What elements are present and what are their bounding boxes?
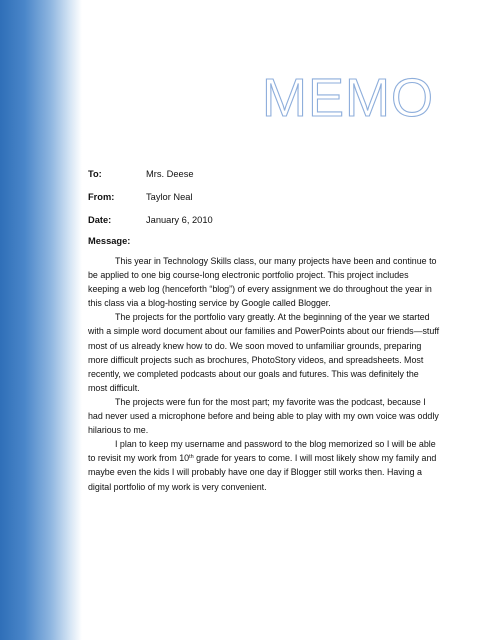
from-value: Taylor Neal	[146, 192, 193, 202]
paragraph-4-start: I plan to keep my username and password to the blog memorized so I will be able to revisit my work from 10	[88, 439, 436, 464]
to-value: Mrs. Deese	[146, 169, 194, 179]
date-value: January 6, 2010	[146, 215, 213, 225]
message-body	[88, 254, 440, 494]
date-row	[88, 214, 448, 237]
memo-header-fields	[88, 168, 448, 237]
memo-title	[262, 66, 462, 126]
message-label: Message:	[88, 236, 131, 246]
paragraph-2: The projects for the portfolio vary greatly. At the beginning of the year we started with a simple word document about our families and PowerPoints about our friends—stuff most of us already knew how to do. We soon moved to unfamiliar grounds, preparing more difficult projects such as brochures, PhotoStory videos, and spreadsheets. Most recently, we completed podcasts about our goals and futures. This was definitely the most difficult.	[88, 312, 440, 393]
date-label: Date:	[88, 215, 112, 225]
paragraph-1: This year in Technology Skills class, our many projects have been and continue to be applied to one big course-long electronic portfolio project. This project includes keeping a web log (henceforth “blog”) of every assignment we do throughout the year in this class via a blog-hosting service by Google called Blogger.	[88, 256, 437, 309]
memo-title-text: MEMO	[262, 68, 434, 126]
from-row	[88, 191, 448, 214]
paragraph-4	[88, 437, 440, 493]
ordinal-superscript: th	[189, 454, 194, 461]
paragraph-3: The projects were fun for the most part; my favorite was the podcast, because I had never used a microphone before and being able to play with my own voice was oddly hilarious to me.	[88, 396, 439, 436]
paragraph-4-end: grade for years to come. I will most likely show my family and maybe even the kids I will probably have one day if Blogger still works then. Having a digital portfolio of my work is very convenient.	[88, 453, 437, 492]
from-label: From:	[88, 192, 115, 202]
blue-gradient-band	[0, 0, 82, 640]
to-label: To:	[88, 169, 102, 179]
to-row	[88, 168, 448, 191]
